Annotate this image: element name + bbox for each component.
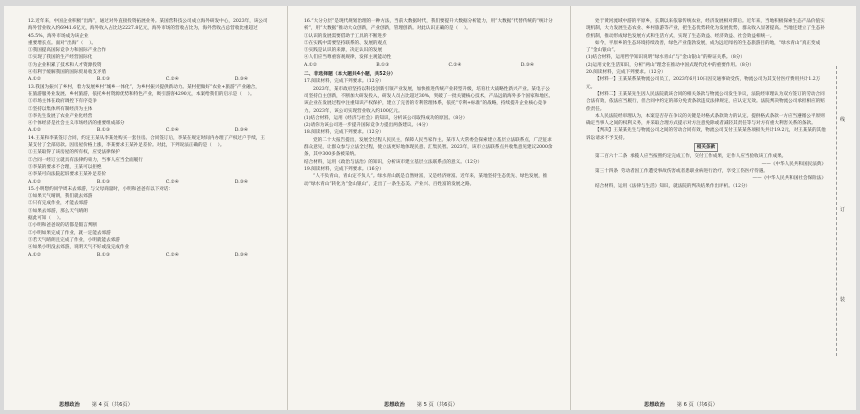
exam-sheet [4,6,856,410]
question-18-material: 党的二十大报告提出，发展全过程人民民主，保障人民当家作主。某市人大常委会探索建立基层立法联系点，广泛征求群众意见，让群众参与立法全过程，使立法更好地体现民意、汇集民智。2023年，该市立法联系点共收集意见建议2000余条，其中300多条被采纳。 [304,137,553,158]
law-clause-1: 第二百六十二条 承揽人应当按照约定完成工作，交付工作成果，定作人应当验收该工作成果。 [595,154,787,160]
question-17-head: 17.阅读材料，完成下列要求。（12分） [304,79,384,85]
page-number: 第 4 页（共6页） [91,402,133,408]
binding-line [836,66,850,356]
law-title: 相关条款 [586,143,826,152]
page-number: 第 5 页（共6页） [416,402,458,408]
option-d: D.③④ [234,179,248,185]
question-17-part-1: (1)结合材料，运用《经济与社会》的知识，分析该公司取得成功的原因。（8分） [304,115,468,121]
page-6-column [586,18,826,406]
question-16: 16.“大分分层”是现代规划治理的一种方法，当前大数据时代，我们要提升大数据分析能力，用“大数据”代替传统的“统计分析”，用“大数据”推动大众创新，产业创新，管理创新。对此认识正确的是（ ）。 ①认识的发展需要借助于工具的不断进步 ②在实践中需要坚持联系的、发展的观点 ③实践是认识的来源，决定认识的发展 ④人们应当尊重客观规律，发挥主观能动性 [304,19,553,61]
option-a: A.①② [28,128,42,134]
question-20-task: 结合材料，运用《法律与生活》知识，就法院的判决结果作出评析。（12分） [595,183,751,189]
binding-label: 装 [840,297,846,303]
option-c: C.②④ [165,128,179,134]
page-4-column [28,18,268,406]
option-a: A.①② [28,252,42,258]
law-clause-2: 第三十四条 劳动者因工作遭受事故伤害或者患职业病进行治疗，享受工伤医疗待遇。 [595,168,768,174]
question-12-options [28,76,268,83]
option-d: D.③④ [234,77,248,83]
question-16-options [304,62,554,69]
option-b: B.①③ [96,77,110,83]
subject-name: 思想政治 [384,402,405,408]
option-d: D.③④ [520,62,534,68]
option-c: C.②④ [165,77,179,83]
question-17-material: 2023年，某市政府坚持以科技创新引领产业发展，加快推进传统产业转型升级，培育壮大战略性新兴产业。某电子公司坚持自主创新，不断加大研发投入，研发人员占比超过30%，突破了一批关键核心技术，产品远销海外多个国家和地区。该企业在发展过程中注重知识产权保护，建立了完善的专利管理体系，依托“专利+标准”的战略，持续提升企业核心竞争力。2023年，该公司实现营业收入约100亿元。 [304,86,554,114]
option-d: D.③④ [234,252,248,258]
law-source-2: ——《中华人民共和国社会保险法》 [752,176,826,182]
option-a: A.①② [304,62,318,68]
law-source-1: ——《中华人民共和国民法典》 [761,161,826,167]
judgment: 【判决】王某某先生与物流公司之间的劳动合同有效，物流公司支付王某某各项损失共计19.2元，对王某某的其他诉讼请求不予支持。 [586,128,826,141]
question-19-part-2: (2)运用文化生活知识，分析“两山”理念在推动中国式现代化中的重要作用。（8分） [586,62,755,68]
page-fold [570,6,571,410]
option-c: C.②④ [165,179,179,185]
question-18-head: 18.阅读材料，完成下列要求。（12分） [304,130,384,136]
option-b: B.①③ [96,128,110,134]
question-15-options [28,252,268,259]
page-footer [59,401,133,408]
option-c: C.②④ [448,62,462,68]
question-19-material: “人不负青山，青山定不负人”。绿水青山既是自然财富，又是经济财富。近年来，某地坚持生态优先、绿色发展，推动“绿水青山”转化为“金山银山”，走出了一条生态美、产业兴、百姓富的发展之路。 [304,174,548,187]
page-5-column [304,18,554,406]
question-19-material-cont: 处于黄河流域中游的平原乡，长期以来依靠传统农业，经济发展相对滞后。近年来，当地积极探索生态产品价值实现机制，大力发展生态农业、乡村旅游等产业，把生态优势转化为发展优势，群众收入显著提高。当地还建立了生态补偿机制，推动形成绿色发展方式和生活方式，实现了生态效益、经济效益、社会效益相统一。 [586,19,825,39]
page-footer [644,401,718,408]
question-17-part-2: (2)请你为该公司进一步提升国际竞争力提出两条建议。（4分） [304,123,431,129]
subject-name: 思想政治 [644,402,665,408]
question-15: 15.小明想约同学周末去郊游，与父母商量时，小明和爸爸有以下对话： ①如果天气晴朗，我们就去郊游 ②只有完成作业，才能去郊游 ③如果去郊游，那么天气晴朗 据此可知（ ）。 ①小明和爸爸说的话都是假言判断 ②小明如果完成了作业，就一定能去郊游 ③若天气晴朗且完成了作业，小明就能去郊游 ④如果小明没去郊游，说明天气不好或没完成作业 [28,186,174,251]
section-heading: 二、非选择题（本大题共4小题，共52分） [304,72,396,78]
binding-label: 订 [840,207,846,213]
option-b: B.①③ [96,179,110,185]
page-footer [384,401,458,408]
binding-label: 线 [840,117,846,123]
option-a: A.①② [28,179,42,185]
subject-name: 思想政治 [59,402,80,408]
question-20-head: 20.阅读材料，完成下列要求。（12分） [586,70,666,76]
option-b: B.①③ [96,252,110,258]
option-a: A.①② [28,77,42,83]
page-fold [287,6,288,410]
question-18-task: 结合材料，运用《政治与法治》的知识，分析该市建立基层立法联系点的意义。（12分） [304,159,483,165]
material-2: 【材料二】王某某先生因人民法院就该合同的相关条款与物流公司发生争议，法院经审理认为双方签订的劳动合同合法有效，依法应当履行，但合同中约定的部分免责条款违反法律规定，应认定无效。法院判决物流公司承担相应的赔偿责任。 [586,91,825,112]
question-14: 14.王某和李某签订合同，约定王某从李某处购买一套住房。合同签订后，李某在规定时间内办理了产权过户手续，王某支付了全部房款。因房屋价格上涨，李某要求王某补足差价。对此，下列说法正确的是（ ）。 ①王某取得了该房屋的所有权，应受法律保护 ②合同一经订立就具有法律约束力，当事人应当全面履行 ③李某的要求不合理，王某可以拒绝 ④李某可向法院起诉要求王某补足差价 [28,135,265,178]
option-b: B.①③ [376,62,390,68]
question-19-material-cont-2: 如今，平原乡的生态环境持续改善，绿色产业蓬勃发展，成为远近闻名的生态旅游目的地，“绿水青山”真正变成了“金山银山”。 [586,40,821,54]
question-19-head: 19.阅读材料，完成下列要求。（16分） [304,166,384,172]
question-14-options [28,179,268,186]
option-c: C.②④ [165,252,179,258]
question-13-options [28,127,268,134]
material-1: 【材料一】王某某系某物流公司员工，2023年6月10日因交通事故受伤，物流公司为其支付医疗费用共计1.2万元。 [586,77,821,90]
page-number: 第 6 页（共6页） [676,402,718,408]
question-12: 12.近年来，中国企业积极“出海”，通过对外直接投资拓展业务。某国营科技公司成立海外研发中心，2023年，该公司海外营业收入约6941.6亿元，海外收入占比达2227.8亿元，海外市场的营收占比为，海外营收占总营收比重超过45.5%，海外市场成为该企业 重要增长点。面对“出海”（ ）。 ①我国提高国际竞争力和国际产业合作 ②实现了我国的生产经营国际化 ③为企业积累了技术和人才资源投资 ④有利于缓解我国的国际贸易收支矛盾 [28,19,268,76]
material-3: 本人民法院经审理认为，本案是否存在争议的关键是对格式条款效力的认定。提供格式条款一方应当遵循公平原则确定当事人之间的权利义务，并采取合理方式提示对方注意免除或者减轻其责任等与对方有重大利害关系的条款。 [586,113,825,127]
option-d: D.③④ [234,128,248,134]
question-19-part-1: (1)结合材料，运用哲学知识说明“绿水青山”与“金山银山”的辩证关系。（8分） [586,55,745,61]
question-13: 13.我国为振兴了乡村，着力发展乡村“城乡一体化”，为乡村振兴提供新动力。某村把做好“农业+旅游”产业融合， 在旅游服务业发展、乡村旅游，依托乡村资源优势和特色产业，吸引游客4290元，本案给我们的启示是（ ）。 ①市场主体在政府调控下有序竞争 ②坚持以集体所有制经济为主体 ③李先生发展了农业产业化经营 ④个体经济是社会主义市场经济的重要组成部分 [28,84,260,127]
